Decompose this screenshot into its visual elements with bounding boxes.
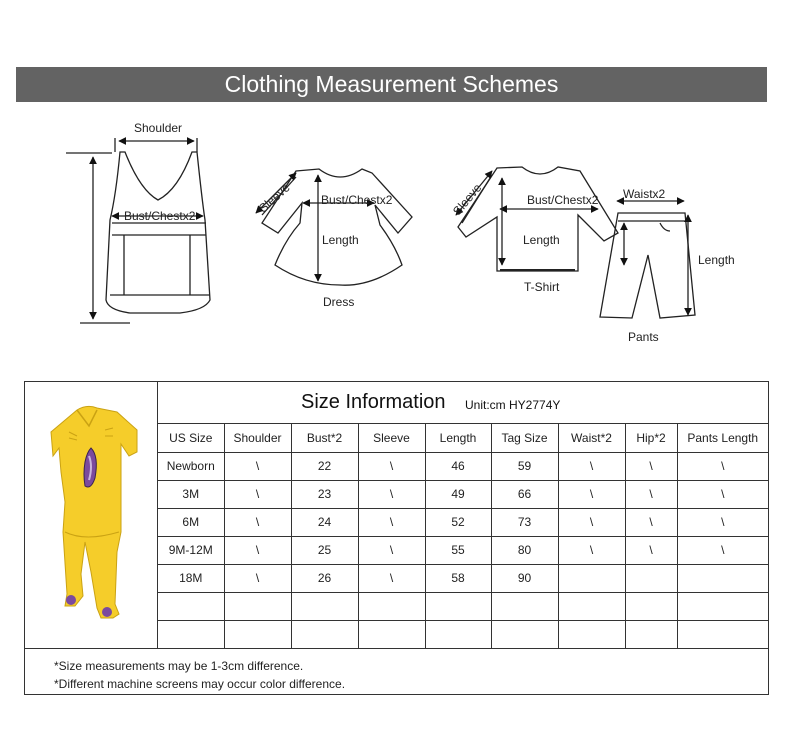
table-cell: 26 [291,564,358,592]
column-header: Pants Length [677,424,768,452]
table-cell [358,620,425,648]
table-row [158,564,768,592]
table-cell: 18M [158,564,224,592]
table-cell: \ [224,536,291,564]
table-cell: 90 [491,564,558,592]
table-cell [491,620,558,648]
table-cell: 55 [425,536,491,564]
column-header: US Size [158,424,224,452]
table-cell: 80 [491,536,558,564]
size-table-header-row [158,424,768,452]
table-cell: \ [358,536,425,564]
table-cell: \ [358,480,425,508]
table-cell [491,592,558,620]
table-cell: \ [625,508,677,536]
table-cell: 66 [491,480,558,508]
table-cell: 58 [425,564,491,592]
table-cell: 3M [158,480,224,508]
table-row [158,592,768,620]
column-header: Tag Size [491,424,558,452]
romper-icon [25,382,158,648]
table-cell: 9M-12M [158,536,224,564]
table-cell: \ [358,564,425,592]
size-notes [25,648,768,694]
vest-bust-label: Bust/Chestx2 [124,209,196,223]
table-cell: \ [558,508,625,536]
column-header: Bust*2 [291,424,358,452]
size-table [158,424,768,648]
table-row [158,508,768,536]
table-row [158,620,768,648]
vest-illustration [66,138,210,323]
table-cell: \ [625,480,677,508]
column-header: Hip*2 [625,424,677,452]
table-cell [291,620,358,648]
table-cell: 24 [291,508,358,536]
table-cell [677,620,768,648]
table-cell: \ [677,536,768,564]
vest-shoulder-label: Shoulder [134,121,183,135]
table-cell: \ [625,536,677,564]
table-cell [224,592,291,620]
table-cell: \ [558,536,625,564]
pants-illustration [600,201,695,318]
table-cell: Newborn [158,452,224,480]
tshirt-length-label: Length [523,233,560,247]
table-cell [158,620,224,648]
table-cell: 6M [158,508,224,536]
column-header: Shoulder [224,424,291,452]
table-cell [425,592,491,620]
unit-label: Unit:cm HY2774Y [465,398,561,412]
table-cell: 22 [291,452,358,480]
table-cell [625,592,677,620]
dress-sleeve-label: Sleeve [256,180,293,216]
table-cell: 59 [491,452,558,480]
dress-bust-label: Bust/Chestx2 [321,193,393,207]
table-cell: \ [677,508,768,536]
dress-length-label: Length [322,233,359,247]
table-cell [558,620,625,648]
table-cell: \ [625,452,677,480]
tshirt-illustration [456,167,618,271]
size-information-title: Size Information [301,391,446,413]
table-cell: \ [677,452,768,480]
size-table-area [158,382,768,648]
table-cell: \ [224,452,291,480]
tshirt-bust-label: Bust/Chestx2 [527,193,599,207]
note-line: *Size measurements may be 1-3cm difference. [54,659,304,673]
tshirt-caption: T-Shirt [524,280,560,294]
measurement-schemes [0,105,790,355]
table-cell: \ [358,508,425,536]
pants-waist-label: Waistx2 [623,187,666,201]
table-cell: \ [558,480,625,508]
table-cell [677,592,768,620]
column-header: Length [425,424,491,452]
table-cell: 25 [291,536,358,564]
table-cell: \ [558,452,625,480]
table-cell [358,592,425,620]
table-cell [558,592,625,620]
table-cell: \ [224,564,291,592]
dress-caption: Dress [323,295,355,309]
tshirt-sleeve-label: Sleeve [450,180,485,218]
table-cell [158,592,224,620]
table-cell [677,564,768,592]
size-information-box [24,381,769,695]
banner-title: Clothing Measurement Schemes [224,71,559,97]
table-cell: \ [677,480,768,508]
table-cell [224,620,291,648]
table-cell: 73 [491,508,558,536]
table-cell: 52 [425,508,491,536]
table-cell [558,564,625,592]
note-line: *Different machine screens may occur color difference. [54,677,346,691]
table-cell: 23 [291,480,358,508]
table-cell: \ [358,452,425,480]
schemes-drawing [0,105,790,355]
table-row [158,480,768,508]
product-photo [25,382,158,648]
table-cell: 49 [425,480,491,508]
column-header: Sleeve [358,424,425,452]
table-row [158,536,768,564]
table-cell: 46 [425,452,491,480]
table-cell [291,592,358,620]
table-row [158,452,768,480]
table-cell: \ [224,508,291,536]
pants-length-label: Length [698,253,735,267]
pants-caption: Pants [628,330,659,344]
table-cell [425,620,491,648]
table-cell [625,564,677,592]
column-header: Waist*2 [558,424,625,452]
page-banner [16,67,767,102]
table-cell [625,620,677,648]
size-title-row [158,382,768,424]
table-cell: \ [224,480,291,508]
